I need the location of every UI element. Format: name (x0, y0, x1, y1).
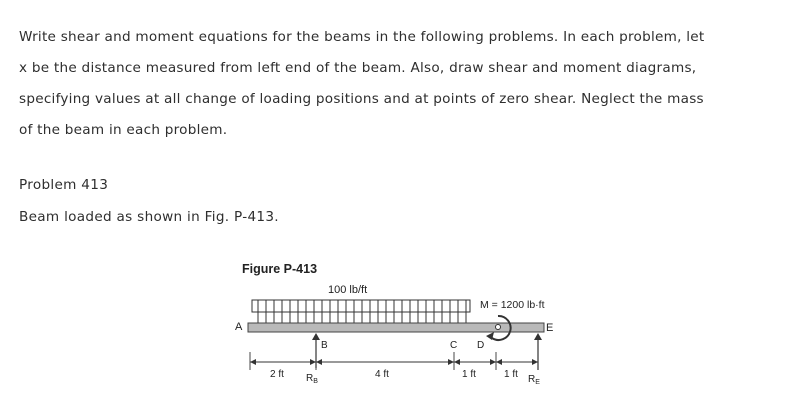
dim-ab-label: 2 ft (270, 369, 284, 380)
point-b-label: B (321, 340, 328, 351)
point-d-label: D (477, 340, 485, 351)
beam-figure (230, 256, 570, 400)
instructions-line-4: of the beam in each problem. (19, 122, 228, 138)
figure-title: Figure P-413 (242, 262, 318, 276)
reaction-b-label: $R_B$ (306, 373, 318, 385)
problem-caption: Beam loaded as shown in Fig. P-413. (19, 209, 279, 225)
instructions-line-3: specifying values at all change of loading positions and at points of zero shear. Neglect the mass (19, 91, 704, 107)
point-a-label: A (235, 321, 243, 333)
beam-diagram (230, 256, 570, 396)
point-e-label: E (546, 322, 554, 334)
reaction-e-label: $R_E$ (528, 374, 540, 386)
dim-cd-label: 1 ft (462, 369, 476, 380)
instructions-line-1: Write shear and moment equations for the beams in the following problems. In each problem, let (19, 29, 705, 45)
distributed-load-label: 100 lb/ft (328, 284, 368, 296)
instructions-line-2: x be the distance measured from left end of the beam. Also, draw shear and moment diagrams, (19, 60, 697, 76)
problem-instructions (19, 22, 789, 146)
problem-heading: Problem 413 (19, 177, 109, 193)
distributed-load (252, 300, 470, 326)
dim-de-label: 1 ft (504, 369, 518, 380)
moment-label: M = 1200 lb·ft (480, 299, 545, 311)
dimension-line (250, 352, 538, 370)
point-c-label: C (450, 340, 458, 351)
dim-bc-label: 4 ft (375, 369, 389, 380)
